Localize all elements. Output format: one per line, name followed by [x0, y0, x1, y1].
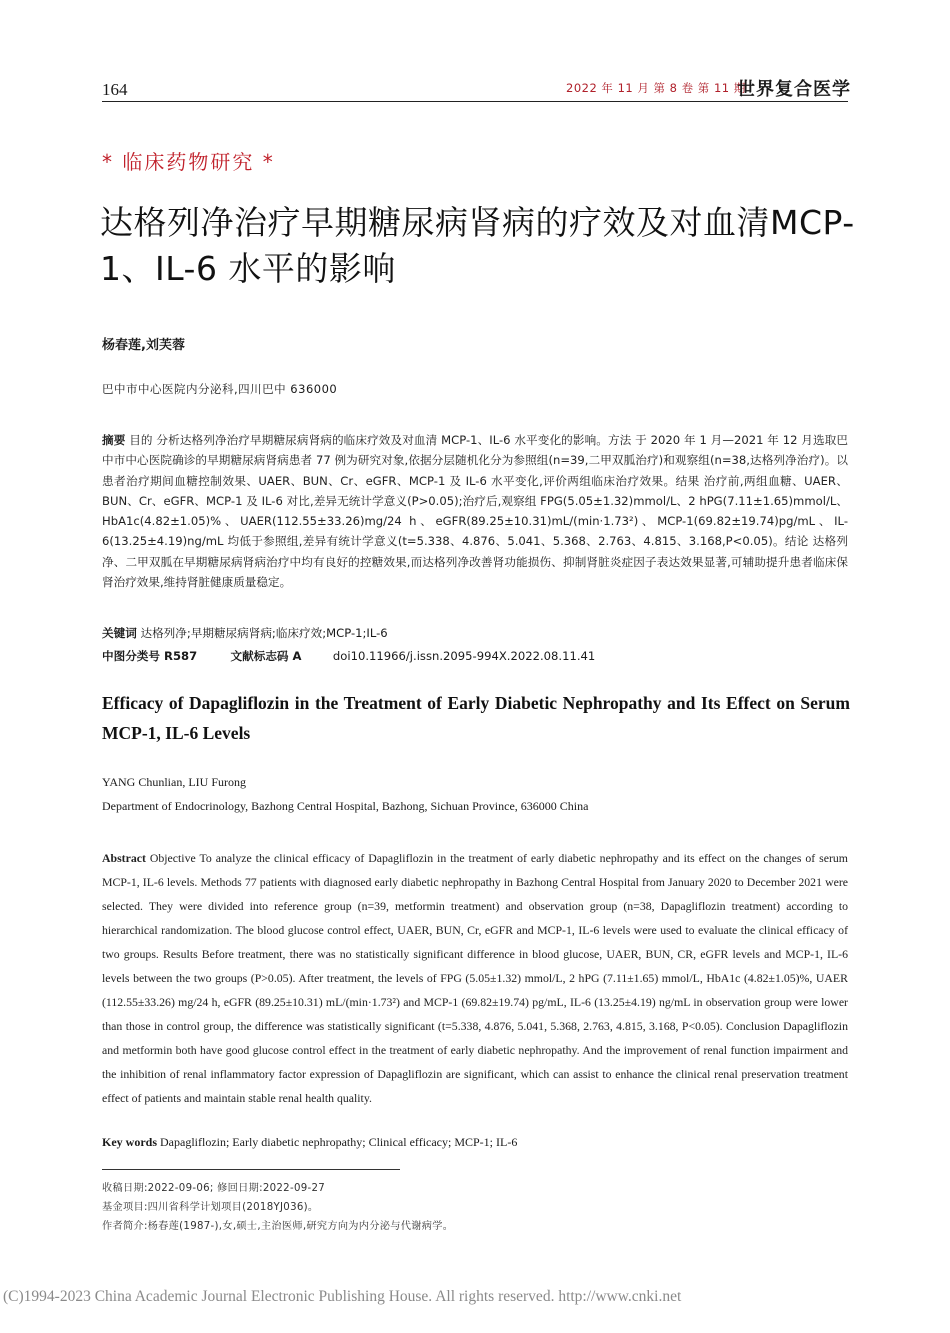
title-cn: 达格列净治疗早期糖尿病肾病的疗效及对血清MCP-1、IL-6 水平的影响	[100, 203, 855, 288]
clc-value: R587	[159, 649, 198, 663]
footnote-fund: 基金项目:四川省科学计划项目(2018YJ036)。	[102, 1202, 319, 1213]
classification-row	[102, 648, 595, 664]
page-number: 164	[102, 80, 128, 99]
keywords-cn-text: 达格列净;早期糖尿病肾病;临床疗效;MCP-1;IL-6	[136, 626, 388, 640]
authors-cn: 杨春莲,刘芙蓉	[102, 338, 185, 353]
title-en: Efficacy of Dapagliflozin in the Treatment of Early Diabetic Nephropathy and Its Effect on Serum MCP-1, IL-6 Levels	[102, 693, 850, 743]
keywords-cn-label: 关键词	[102, 626, 137, 640]
abstract-cn-text: 目的 分析达格列净治疗早期糖尿病肾病的临床疗效及对血清 MCP-1、IL-6 水平变化的影响。方法 于 2020 年 1 月—2021 年 12 月选取巴中市中心医院确诊的早期糖尿病肾病患者 77 例为研究对象,依据分层随机化分为参照组(n=39,二甲双胍治疗)和观察组(n=38,达格列净治疗)。以患者治疗期间血糖控制效果、UAER、BUN、Cr、eGFR、MCP-1 及 IL-6 水平变化,评价两组临床治疗效果。结果 治疗前,两组血糖、UAER、BUN、Cr、eGFR、MCP-1 及 IL-6 对比,差异无统计学意义(P>0.05);治疗后,观察组 FPG(5.05±1.32)mmol/L、2 hPG(7.11±1.65)mmol/L、HbA1c(4.82±1.05)%、UAER(112.55±33.26)mg/24 h、eGFR(89.25±10.31)mL/(min·1.73²)、MCP-1(69.82±19.74)pg/mL、IL-6(13.25±4.19)ng/mL 均低于参照组,差异有统计学意义(t=5.338、4.876、5.041、5.368、2.763、4.815、3.168,P<0.05)。结论 达格列净、二甲双胍在早期糖尿病肾病治疗中均有良好的控糖效果,而达格列净改善肾功能损伤、抑制肾脏炎症因子表达效果显著,可辅助提升患者临床保肾治疗效果,维持肾脏健康质量稳定。	[102, 433, 848, 590]
authors-en: YANG Chunlian, LIU Furong	[102, 775, 246, 789]
footnote-divider	[102, 1169, 400, 1170]
footnote-received: 收稿日期:2022-09-06; 修回日期:2022-09-27	[102, 1183, 326, 1194]
abstract-cn	[102, 430, 848, 592]
footnote-author-bio: 作者简介:杨春莲(1987-),女,硕士,主治医师,研究方向为内分泌与代谢病学。	[102, 1221, 454, 1232]
abstract-en	[102, 846, 848, 1110]
abstract-cn-label: 摘要	[102, 433, 126, 447]
keywords-en	[102, 1135, 517, 1150]
header-divider	[102, 101, 848, 102]
column-tag: * 临床药物研究 *	[102, 150, 275, 174]
affiliation-cn: 巴中市中心医院内分泌科,四川巴中 636000	[102, 382, 338, 396]
clc-label: 中图分类号	[102, 649, 160, 663]
copyright-notice: (C)1994-2023 China Academic Journal Electronic Publishing House. All rights reserved. http://www.cnki.net	[3, 1288, 682, 1305]
journal-issue: 2022 年 11 月 第 8 卷 第 11 期	[566, 81, 746, 95]
abstract-en-text: Objective To analyze the clinical efficacy of Dapagliflozin in the treatment of early diabetic nephropathy and its effect on the changes of serum MCP-1, IL-6 levels. Methods 77 patients with diagnosed early diabetic nephropathy in Bazhong Central Hospital from January 2020 to December 2021 were selected. They were divided into reference group (n=39, metformin treatment) and observation group (n=38, Dapagliflozin treatment) according to hierarchical randomization. The blood glucose control effect, UAER, BUN, Cr, eGFR and MCP-1, IL-6 levels were used to evaluate the clinical efficacy of two groups. Results Before treatment, there was no statistically significant difference in blood glucose, UAER, BUN, CR, eGFR levels and MCP-1, IL-6 levels between the two groups (P>0.05). After treatment, the levels of FPG (5.05±1.32) mmol/L, 2 hPG (7.11±1.65) mmol/L, HbA1c (4.82±1.05)%, UAER (112.55±33.26) mg/24 h, eGFR (89.25±10.31) mL/(min·1.73²) and MCP-1 (69.82±19.74) pg/mL, IL-6 (13.25±4.19) ng/mL in observation group were lower than those in control group, the difference was statistically significant (t=5.338, 4.876, 5.041, 5.368, 2.763, 4.815, 3.168, P<0.05). Conclusion Dapagliflozin and metformin both have good glucose control effect in the treatment of early diabetic nephropathy. And the improvement of renal function impairment and the inhibition of renal inflammatory factor expression of Dapagliflozin are significant, which can assist to enhance the clinical renal preservation treatment effect of patients and maintain stable renal health quality.	[102, 851, 848, 1105]
keywords-en-label: Key words	[102, 1135, 157, 1149]
keywords-en-text: Dapagliflozin; Early diabetic nephropathy; Clinical efficacy; MCP-1; IL-6	[157, 1135, 518, 1149]
journal-name: 世界复合医学	[737, 79, 851, 100]
keywords-cn	[102, 625, 388, 641]
abstract-en-label: Abstract	[102, 851, 146, 865]
doi: doi10.11966/j.issn.2095-994X.2022.08.11.41	[332, 649, 596, 663]
affiliation-en: Department of Endocrinology, Bazhong Central Hospital, Bazhong, Sichuan Province, 636000 China	[102, 799, 589, 813]
doc-code-value: A	[288, 649, 302, 663]
doc-code-label: 文献标志码	[230, 649, 289, 663]
